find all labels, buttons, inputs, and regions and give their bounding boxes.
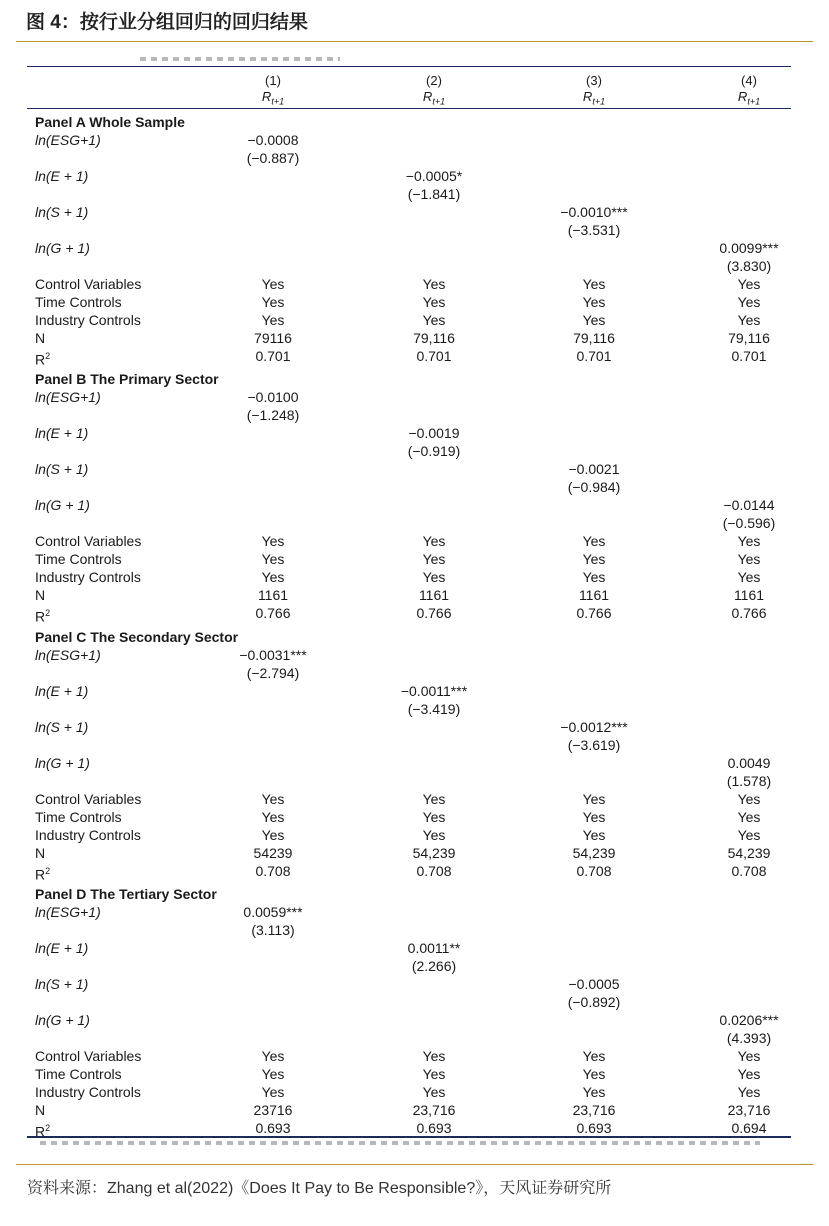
tstat-row [35,772,791,790]
control-value: Yes [582,569,606,585]
control-value: Yes [422,1084,446,1100]
figure-title: 图 4：按行业分组回归的回归结果 [26,12,308,33]
control-row [35,808,791,826]
tstat-row [35,736,791,754]
column-number: (3) [586,73,602,88]
control-value: Yes [422,551,446,567]
control-value: Yes [582,276,606,292]
row-label: Panel D The Tertiary Sector [35,886,217,902]
control-value: 0.708 [416,863,452,879]
panel-title [35,628,791,646]
tstat-row [35,221,791,239]
control-value: 0.693 [416,1120,452,1136]
control-value: Yes [422,294,446,310]
coefficient-value: −0.0005* [405,168,463,184]
row-label: ln(G + 1) [35,497,90,513]
control-row [35,1119,791,1140]
coefficient-row [35,239,791,257]
control-value: Yes [582,1066,606,1082]
control-value: 79116 [254,330,292,346]
control-value: Yes [261,1066,285,1082]
control-row [35,604,791,625]
control-row [35,790,791,808]
control-value: Yes [582,1084,606,1100]
row-label: Industry Controls [35,827,141,843]
control-value: Yes [582,551,606,567]
row-label: Time Controls [35,294,122,310]
coefficient-value: −0.0011*** [400,683,468,699]
row-label: $R^2$ [35,866,51,883]
panel-title [35,113,791,131]
coefficient-value: −0.0021 [568,461,620,477]
tstat-row [35,700,791,718]
control-value: 79,116 [728,330,770,346]
tstat-row [35,149,791,167]
t-statistic: (−3.619) [567,737,621,753]
row-label: ln(E + 1) [35,425,89,441]
t-statistic: (−0.984) [567,479,621,495]
control-row [35,844,791,862]
control-value: 1161 [257,587,289,603]
row-label: Panel C The Secondary Sector [35,629,239,645]
row-label: ln(S + 1) [35,461,89,477]
control-value: Yes [422,1048,446,1064]
control-value: 0.766 [576,605,612,621]
control-value: Yes [737,294,761,310]
control-value: Yes [261,827,285,843]
control-value: Yes [582,827,606,843]
row-label: ln(ESG+1) [35,647,101,663]
row-label: Control Variables [35,533,142,549]
source-divider [16,1164,813,1165]
control-value: Yes [737,1066,761,1082]
coefficient-row [35,203,791,221]
control-value: 23,716 [727,1102,771,1118]
control-value: Yes [261,791,285,807]
control-value: Yes [261,533,285,549]
coefficient-row [35,167,791,185]
control-value: Yes [737,569,761,585]
coefficient-value: −0.0100 [247,389,299,405]
panel-title [35,370,791,388]
row-label: ln(E + 1) [35,168,89,184]
column-number: (2) [426,73,442,88]
control-row [35,586,791,604]
column-header [514,73,674,110]
row-label: ln(E + 1) [35,683,89,699]
control-value: Yes [261,809,285,825]
t-statistic: (−0.596) [722,515,776,531]
t-statistic: (2.266) [411,958,457,974]
control-value: Yes [261,569,285,585]
control-row [35,275,791,293]
coefficient-row [35,754,791,772]
row-label: $R^2$ [35,608,51,625]
coefficient-row [35,424,791,442]
coefficient-value: 0.0049 [727,755,771,771]
control-value: 23716 [253,1102,293,1118]
control-row [35,532,791,550]
t-statistic: (−3.419) [407,701,461,717]
control-value: 1161 [418,587,450,603]
control-value: Yes [261,276,285,292]
control-value: Yes [422,312,446,328]
row-label: Industry Controls [35,1084,141,1100]
coefficient-value: 0.0059*** [243,904,303,920]
row-label: Control Variables [35,276,142,292]
coefficient-value: −0.0012*** [560,719,628,735]
control-value: Yes [737,533,761,549]
control-value: Yes [737,1048,761,1064]
column-dependent-variable: $R_{t+1}$ [261,89,285,107]
row-label: N [35,1102,46,1118]
t-statistic: (4.393) [726,1030,772,1046]
control-value: Yes [737,791,761,807]
coefficient-row [35,460,791,478]
control-value: Yes [261,294,285,310]
control-value: Yes [422,533,446,549]
t-statistic: (−1.841) [407,186,461,202]
control-row [35,1065,791,1083]
row-label: ln(G + 1) [35,1012,90,1028]
tstat-row [35,993,791,1011]
t-statistic: (1.578) [726,773,772,789]
row-label: ln(E + 1) [35,940,89,956]
control-value: 0.701 [255,348,291,364]
control-value: Yes [261,312,285,328]
coefficient-value: 0.0099*** [719,240,779,256]
tstat-row [35,478,791,496]
control-value: 0.708 [255,863,291,879]
coefficient-row [35,682,791,700]
control-value: Yes [422,791,446,807]
control-value: Yes [422,809,446,825]
row-label: N [35,845,46,861]
control-value: Yes [582,1048,606,1064]
control-value: 0.701 [416,348,452,364]
panel-title [35,885,791,903]
cropped-footnote-text [40,1141,760,1145]
coefficient-row [35,1011,791,1029]
row-label: $R^2$ [35,351,51,368]
control-row [35,826,791,844]
t-statistic: (−1.248) [246,407,300,423]
row-label: Control Variables [35,1048,142,1064]
row-label: Industry Controls [35,312,141,328]
coefficient-value: −0.0031*** [239,647,307,663]
t-statistic: (−0.919) [407,443,461,459]
row-label: Panel A Whole Sample [35,114,185,130]
row-label: ln(S + 1) [35,204,89,220]
row-label: Control Variables [35,791,142,807]
column-header [193,73,353,110]
control-row [35,862,791,883]
control-value: Yes [737,312,761,328]
control-value: 0.766 [255,605,291,621]
coefficient-row [35,903,791,921]
row-label: ln(G + 1) [35,240,90,256]
control-value: Yes [737,1084,761,1100]
t-statistic: (−3.531) [567,222,621,238]
title-divider [16,41,813,42]
coefficient-value: 0.0011** [407,940,461,956]
control-value: 79,116 [573,330,615,346]
control-value: 0.693 [255,1120,291,1136]
column-header [669,73,829,110]
column-header [354,73,514,110]
tstat-row [35,257,791,275]
tstat-row [35,664,791,682]
control-value: 0.701 [576,348,612,364]
coefficient-row [35,646,791,664]
table-top-rule [27,66,791,67]
tstat-row [35,406,791,424]
coefficient-row [35,496,791,514]
coefficient-value: −0.0010*** [560,204,628,220]
t-statistic: (3.113) [251,922,295,938]
row-label: Time Controls [35,551,122,567]
coefficient-row [35,718,791,736]
control-value: Yes [261,551,285,567]
row-label: Industry Controls [35,569,141,585]
control-value: 1161 [578,587,610,603]
control-value: Yes [582,294,606,310]
column-dependent-variable: $R_{t+1}$ [582,89,606,107]
column-number: (4) [741,73,757,88]
control-row [35,311,791,329]
control-value: Yes [422,276,446,292]
row-label: ln(ESG+1) [35,904,101,920]
source-note: 资料来源：Zhang et al(2022)《Does It Pay to Be Responsible?》，天风证券研究所 [27,1180,612,1197]
control-value: 0.701 [731,348,767,364]
control-row [35,1101,791,1119]
control-value: Yes [582,809,606,825]
column-dependent-variable: $R_{t+1}$ [422,89,446,107]
t-statistic: (−2.794) [246,665,300,681]
row-label: ln(S + 1) [35,976,89,992]
control-value: Yes [422,1066,446,1082]
control-value: 23,716 [572,1102,616,1118]
control-value: 23,716 [412,1102,456,1118]
control-row [35,568,791,586]
row-label: Time Controls [35,809,122,825]
column-dependent-variable: $R_{t+1}$ [737,89,761,107]
control-row [35,1047,791,1065]
control-value: 0.766 [416,605,452,621]
control-row [35,347,791,368]
t-statistic: (−0.887) [246,150,300,166]
control-value: 0.694 [731,1120,767,1136]
tstat-row [35,1029,791,1047]
tstat-row [35,921,791,939]
control-value: 79,116 [413,330,455,346]
coefficient-value: −0.0144 [723,497,775,513]
coefficient-row [35,975,791,993]
control-value: 54,239 [727,845,771,861]
row-label: ln(ESG+1) [35,389,101,405]
control-row [35,1083,791,1101]
tstat-row [35,185,791,203]
coefficient-row [35,388,791,406]
row-label: N [35,587,46,603]
row-label: ln(ESG+1) [35,132,101,148]
coefficient-value: −0.0019 [408,425,460,441]
coefficient-value: −0.0005 [568,976,620,992]
control-row [35,329,791,347]
row-label: Time Controls [35,1066,122,1082]
row-label: ln(S + 1) [35,719,89,735]
control-value: Yes [261,1048,285,1064]
control-value: 54239 [253,845,293,861]
control-value: 0.708 [576,863,612,879]
control-value: Yes [261,1084,285,1100]
control-value: Yes [582,791,606,807]
tstat-row [35,514,791,532]
control-value: Yes [737,551,761,567]
row-label: ln(G + 1) [35,755,90,771]
coefficient-row [35,939,791,957]
control-value: Yes [737,827,761,843]
tstat-row [35,957,791,975]
control-value: 0.766 [731,605,767,621]
control-value: 54,239 [412,845,456,861]
control-value: Yes [737,276,761,292]
row-label: $R^2$ [35,1123,51,1140]
coefficient-value: −0.0008 [247,132,299,148]
control-value: Yes [737,809,761,825]
coefficient-value: 0.0206*** [719,1012,779,1028]
control-value: Yes [582,312,606,328]
t-statistic: (3.830) [726,258,772,274]
control-row [35,293,791,311]
coefficient-row [35,131,791,149]
column-number: (1) [265,73,281,88]
row-label: Panel B The Primary Sector [35,371,219,387]
control-row [35,550,791,568]
control-value: 0.693 [576,1120,612,1136]
tstat-row [35,442,791,460]
control-value: Yes [422,827,446,843]
control-value: 0.708 [731,863,767,879]
control-value: Yes [422,569,446,585]
row-label: N [35,330,46,346]
control-value: Yes [582,533,606,549]
control-value: 1161 [733,587,765,603]
cropped-caption-text [140,57,340,61]
t-statistic: (−0.892) [567,994,621,1010]
control-value: 54,239 [572,845,616,861]
